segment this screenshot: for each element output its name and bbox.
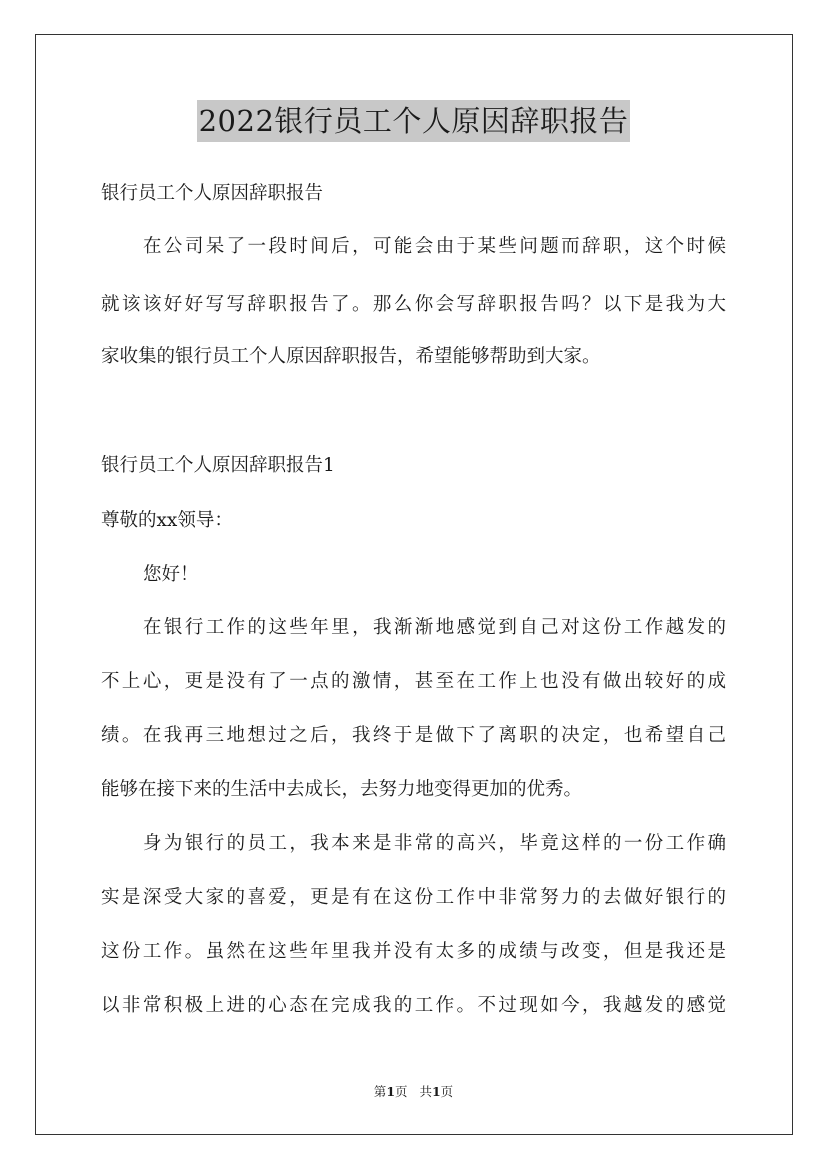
total-prefix: 共 bbox=[419, 1084, 432, 1099]
intro-line-1: 在公司呆了一段时间后，可能会由于某些问题而辞职，这个时候 bbox=[143, 236, 726, 257]
intro-line-3: 家收集的银行员工个人原因辞职报告，希望能够帮助到大家。 bbox=[101, 346, 601, 367]
para1-line-2: 不上心，更是没有了一点的激情，甚至在工作上也没有做出较好的成 bbox=[101, 671, 726, 692]
para2-line-1: 身为银行的员工，我本来是非常的高兴，毕竟这样的一份工作确 bbox=[143, 833, 726, 854]
page-number: 1 bbox=[386, 1084, 396, 1099]
document-title: 2022银行员工个人原因辞职报告 bbox=[197, 100, 631, 142]
page-footer bbox=[0, 1083, 827, 1101]
greeting: 您好！ bbox=[143, 564, 199, 585]
intro-line-2: 就该该好好写写辞职报告了。那么你会写辞职报告吗？以下是我为大 bbox=[101, 294, 726, 315]
total-suffix: 页 bbox=[440, 1084, 454, 1099]
para2-line-2: 实是深受大家的喜爱，更是有在这份工作中非常努力的去做好银行的 bbox=[101, 887, 726, 908]
subtitle-line: 银行员工个人原因辞职报告 bbox=[101, 183, 324, 204]
salutation: 尊敬的xx领导： bbox=[101, 510, 233, 531]
para1-line-4: 能够在接下来的生活中去成长，去努力地变得更加的优秀。 bbox=[101, 779, 583, 800]
para1-line-1: 在银行工作的这些年里，我渐渐地感觉到自己对这份工作越发的 bbox=[143, 617, 726, 638]
total-pages: 1 bbox=[431, 1084, 441, 1099]
para2-line-3: 这份工作。虽然在这些年里我并没有太多的成绩与改变，但是我还是 bbox=[101, 941, 726, 962]
para2-line-4: 以非常积极上进的心态在完成我的工作。不过现如今，我越发的感觉 bbox=[101, 995, 726, 1016]
page-suffix: 页 bbox=[395, 1084, 408, 1099]
section-heading: 银行员工个人原因辞职报告1 bbox=[101, 455, 335, 476]
para1-line-3: 绩。在我再三地想过之后，我终于是做下了离职的决定，也希望自己 bbox=[101, 725, 726, 746]
title-container bbox=[0, 100, 827, 142]
page-prefix: 第 bbox=[373, 1084, 387, 1099]
